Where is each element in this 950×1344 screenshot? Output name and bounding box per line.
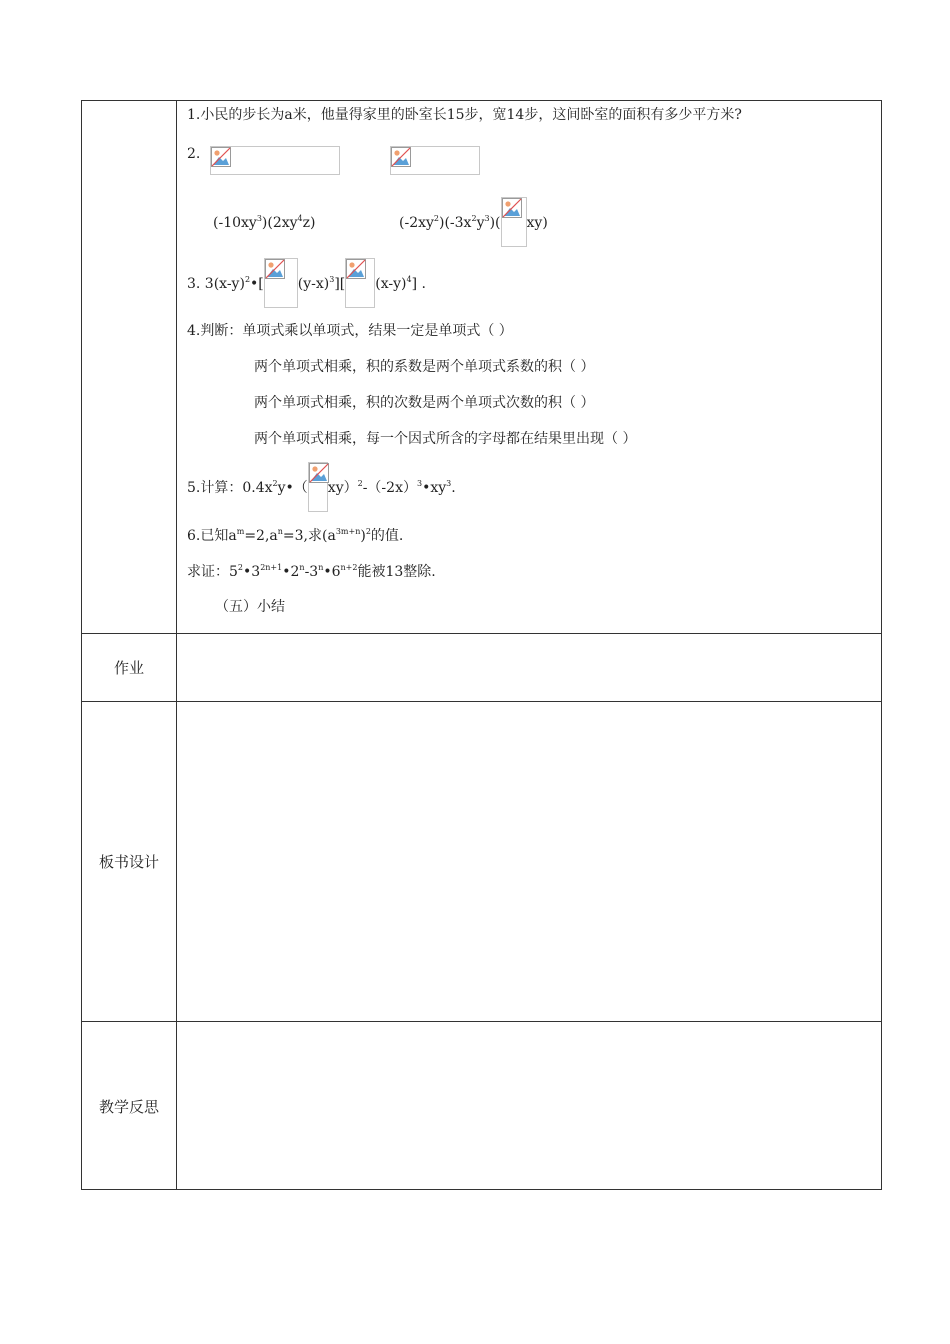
question-1: 1.小民的步长为a米，他量得家里的卧室长15步，宽14步，这间卧室的面积有多少平方米? xyxy=(187,107,742,123)
board-design-label: 板书设计 xyxy=(98,853,159,871)
broken-image-icon xyxy=(309,463,329,483)
reflection-cell xyxy=(177,1022,881,1190)
image-placeholder xyxy=(264,258,298,308)
row-label-board xyxy=(82,702,177,1021)
question-6: 6.已知$a^m=2,a^n=3$,求$(a^{3m+n})^2$的值. xyxy=(187,527,404,544)
question-2a: $(-10xy^3)(2xy^4z)$ xyxy=(213,214,316,231)
image-placeholder xyxy=(390,146,480,175)
broken-image-icon xyxy=(211,147,231,167)
broken-image-icon xyxy=(502,198,522,218)
lesson-table xyxy=(81,100,882,1190)
reflection-label: 教学反思 xyxy=(98,1097,159,1116)
image-placeholder xyxy=(501,197,527,247)
row-label-content xyxy=(82,101,177,633)
broken-image-icon xyxy=(265,259,285,279)
image-placeholder xyxy=(308,462,328,512)
proof-statement: 求证：$5^2•3^{2n+1}•2^n-3^n•6^{n+2}$能被13整除. xyxy=(187,563,436,580)
question-4-line-3: 两个单项式相乘，积的次数是两个单项式次数的积（ ） xyxy=(254,395,595,411)
image-placeholder xyxy=(345,258,375,308)
broken-image-icon xyxy=(391,147,411,167)
question-2b: $(-2xy^2)(-3x^2y^3)$( xy) xyxy=(399,214,548,247)
image-placeholder xyxy=(210,146,340,175)
question-3: 3. $3(x-y)^2•$[ $(y-x)^3$][ $(x-y)^4$] . xyxy=(187,275,426,308)
board-design-cell xyxy=(177,702,881,1021)
question-4-line-1: 4.判断：单项式乘以单项式，结果一定是单项式（ ） xyxy=(187,323,513,339)
broken-image-icon xyxy=(346,259,366,279)
homework-cell xyxy=(177,634,881,701)
question-2-label: 2. xyxy=(187,146,201,162)
question-4-line-2: 两个单项式相乘，积的系数是两个单项式系数的积（ ） xyxy=(254,359,595,375)
question-4-line-4: 两个单项式相乘，每一个因式所含的字母都在结果里出现（ ） xyxy=(254,431,637,447)
summary-heading: （五）小结 xyxy=(215,599,285,615)
homework-label: 作业 xyxy=(113,659,144,677)
row-label-homework xyxy=(82,634,177,701)
question-5: 5.计算：$0.4x^2y•$（ $xy)^2-(-2x)^3•xy^3$. xyxy=(187,479,456,512)
content-cell xyxy=(177,101,881,633)
row-label-reflection xyxy=(82,1022,177,1190)
